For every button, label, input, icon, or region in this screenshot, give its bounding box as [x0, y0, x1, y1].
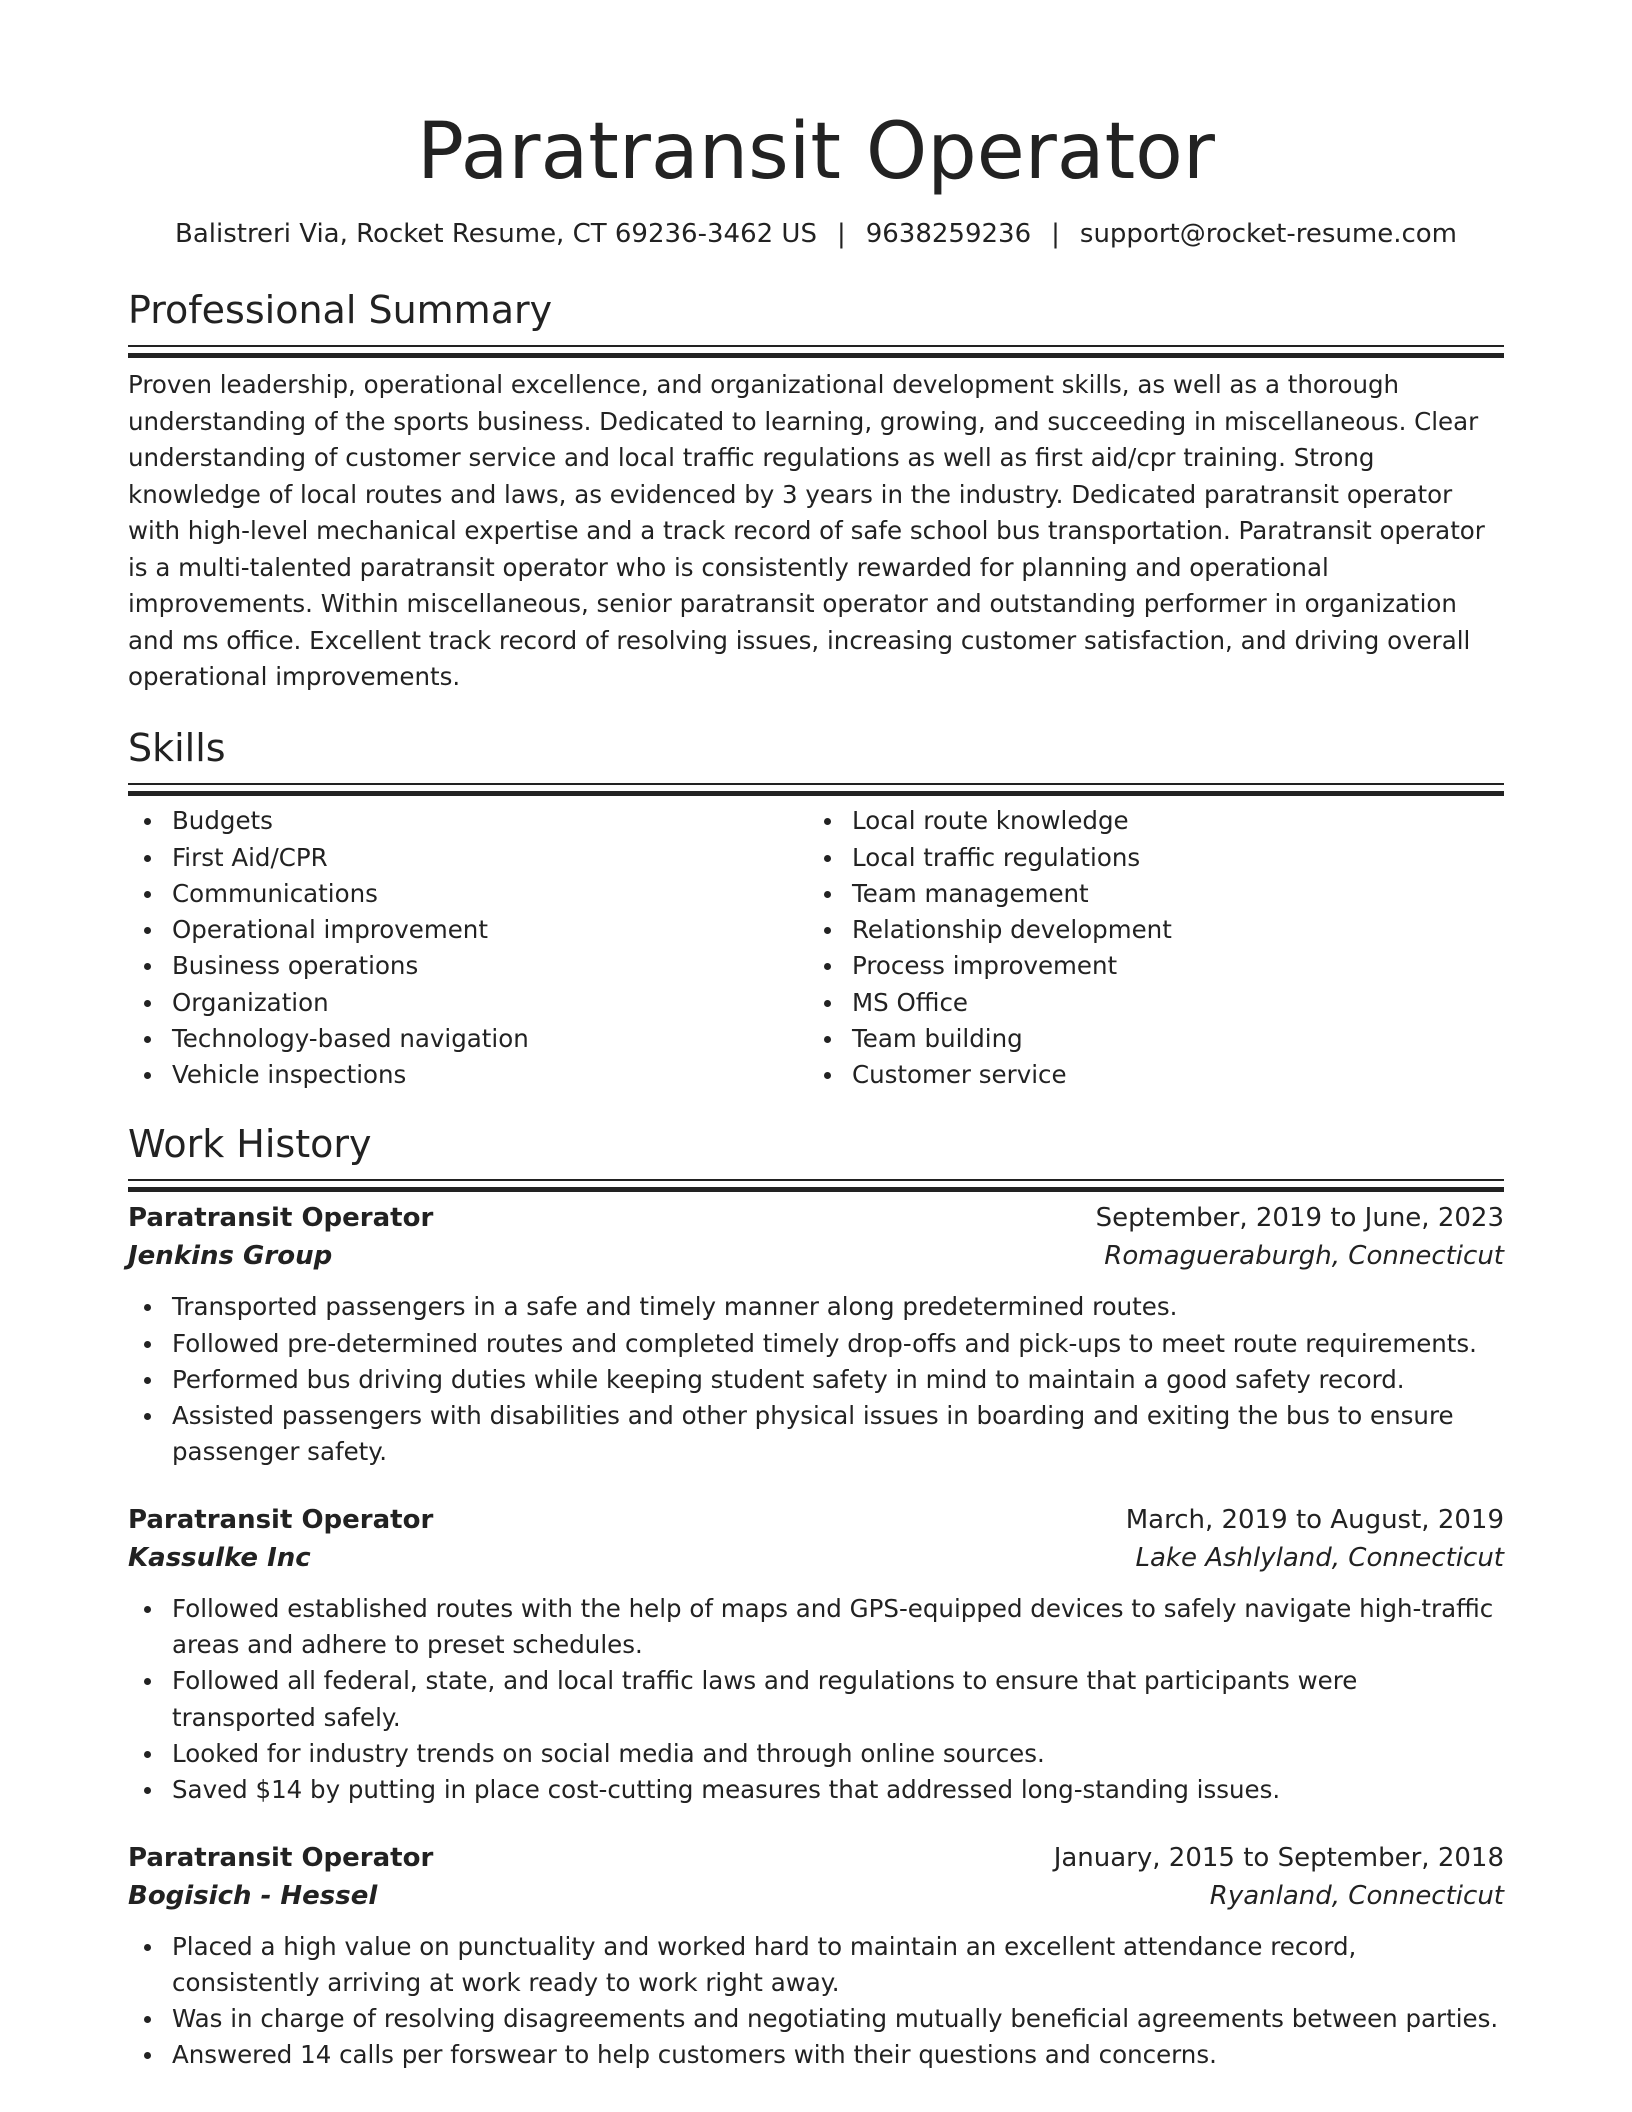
skill-item: Technology-based navigation	[128, 1021, 808, 1057]
job-location: Romagueraburgh, Connecticut	[1104, 1241, 1504, 1272]
skill-item: Local traffic regulations	[808, 840, 1488, 876]
job-bullets	[128, 1929, 1504, 2074]
contact-line	[128, 218, 1504, 252]
job-header	[128, 1501, 1504, 1539]
job-bullets	[128, 1591, 1504, 1809]
skill-item: Team management	[808, 876, 1488, 912]
job-header	[128, 1199, 1504, 1237]
job-bullet: Was in charge of resolving disagreements and negotiating mutually beneficial agreements between parties.	[128, 2001, 1504, 2037]
job-dates: September, 2019 to June, 2023	[1095, 1203, 1504, 1234]
skill-item: Local route knowledge	[808, 803, 1488, 839]
job-title: Paratransit Operator	[128, 1203, 434, 1234]
job-dates: January, 2015 to September, 2018	[1053, 1842, 1504, 1873]
skill-item: Team building	[808, 1021, 1488, 1057]
contact-phone: 9638259236	[865, 218, 1032, 249]
section-divider	[128, 1179, 1504, 1181]
skill-item: Operational improvement	[128, 912, 808, 948]
candidate-name: Paratransit Operator	[417, 107, 1215, 197]
job-subheader	[128, 1539, 1504, 1577]
work-history-section	[128, 1122, 1504, 2074]
job-title: Paratransit Operator	[128, 1504, 434, 1535]
job-entry	[128, 1839, 1504, 2074]
skills-column-right	[808, 803, 1488, 1093]
professional-summary-section	[128, 288, 1504, 696]
skill-item: Vehicle inspections	[128, 1057, 808, 1093]
skill-item: Budgets	[128, 803, 808, 839]
jobs-list	[128, 1199, 1504, 2073]
job-bullet: Looked for industry trends on social media and through online sources.	[128, 1736, 1504, 1772]
job-company: Bogisich - Hessel	[128, 1880, 378, 1911]
job-bullet: Assisted passengers with disabilities and other physical issues in boarding and exiting the bus to ensure passenger safety.	[128, 1398, 1504, 1471]
job-header	[128, 1839, 1504, 1877]
job-bullets	[128, 1289, 1504, 1470]
skills-column-left	[128, 803, 808, 1093]
job-bullet: Saved $14 by putting in place cost-cutting measures that addressed long-standing issues.	[128, 1772, 1504, 1808]
job-bullet: Placed a high value on punctuality and worked hard to maintain an excellent attendance record, consistently arriving at work ready to work right away.	[128, 1929, 1504, 2002]
contact-separator: |	[836, 218, 846, 249]
job-dates: March, 2019 to August, 2019	[1125, 1504, 1504, 1535]
skill-item: Process improvement	[808, 948, 1488, 984]
contact-separator: |	[1051, 218, 1060, 249]
job-bullet: Followed all federal, state, and local traffic laws and regulations to ensure that participants were transported safely.	[128, 1663, 1504, 1736]
resume-page	[128, 107, 1504, 2104]
section-title-skills: Skills	[128, 725, 226, 770]
job-company: Kassulke Inc	[128, 1542, 311, 1573]
job-bullet: Followed pre-determined routes and completed timely drop-offs and pick-ups to meet route requirements.	[128, 1326, 1504, 1362]
skill-item: Communications	[128, 876, 808, 912]
section-title-work: Work History	[128, 1121, 372, 1166]
job-subheader	[128, 1237, 1504, 1275]
skills-list	[128, 803, 1504, 1093]
job-location: Ryanland, Connecticut	[1209, 1880, 1504, 1911]
job-bullet: Performed bus driving duties while keeping student safety in mind to maintain a good safety record.	[128, 1362, 1504, 1398]
skill-item: MS Office	[808, 985, 1488, 1021]
job-title: Paratransit Operator	[128, 1842, 434, 1873]
summary-text: Proven leadership, operational excellence, and organizational development skills, as well as a thorough understanding of the sports business. Dedicated to learning, growing, and succeeding in miscellaneous. Clear understanding of customer service and local traffic regulations as well as first aid/cpr training. Strong knowledge of local routes and laws, as evidenced by 3 years in the industry. Dedicated paratransit operator with high-level mechanical expertise and a track record of safe school bus transportation. Paratransit operator is a multi-talented paratransit operator who is consistently rewarded for planning and operational improvements. Within miscellaneous, senior paratransit operator and outstanding performer in organization and ms office. Excellent track record of resolving issues, increasing customer satisfaction, and driving overall operational improvements.	[128, 370, 1485, 692]
job-bullet: Followed established routes with the help of maps and GPS-equipped devices to safely navigate high-traffic areas and adhere to preset schedules.	[128, 1591, 1504, 1664]
skill-item: Organization	[128, 985, 808, 1021]
section-divider	[128, 345, 1504, 347]
skill-item: Relationship development	[808, 912, 1488, 948]
contact-address: Balistreri Via, Rocket Resume, CT 69236-3462 US	[174, 218, 817, 249]
skills-section	[128, 726, 1504, 1094]
job-entry	[128, 1199, 1504, 1470]
section-title-summary: Professional Summary	[128, 287, 553, 332]
job-location: Lake Ashlyland, Connecticut	[1135, 1542, 1504, 1573]
job-subheader	[128, 1877, 1504, 1915]
job-entry	[128, 1501, 1504, 1809]
skill-item: Business operations	[128, 948, 808, 984]
contact-email: support@rocket-resume.com	[1079, 218, 1458, 249]
section-divider	[128, 783, 1504, 785]
skill-item: First Aid/CPR	[128, 840, 808, 876]
job-bullet: Transported passengers in a safe and timely manner along predetermined routes.	[128, 1289, 1504, 1325]
job-bullet: Answered 14 calls per forswear to help customers with their questions and concerns.	[128, 2037, 1504, 2073]
job-company: Jenkins Group	[128, 1241, 333, 1272]
skill-item: Customer service	[808, 1057, 1488, 1093]
